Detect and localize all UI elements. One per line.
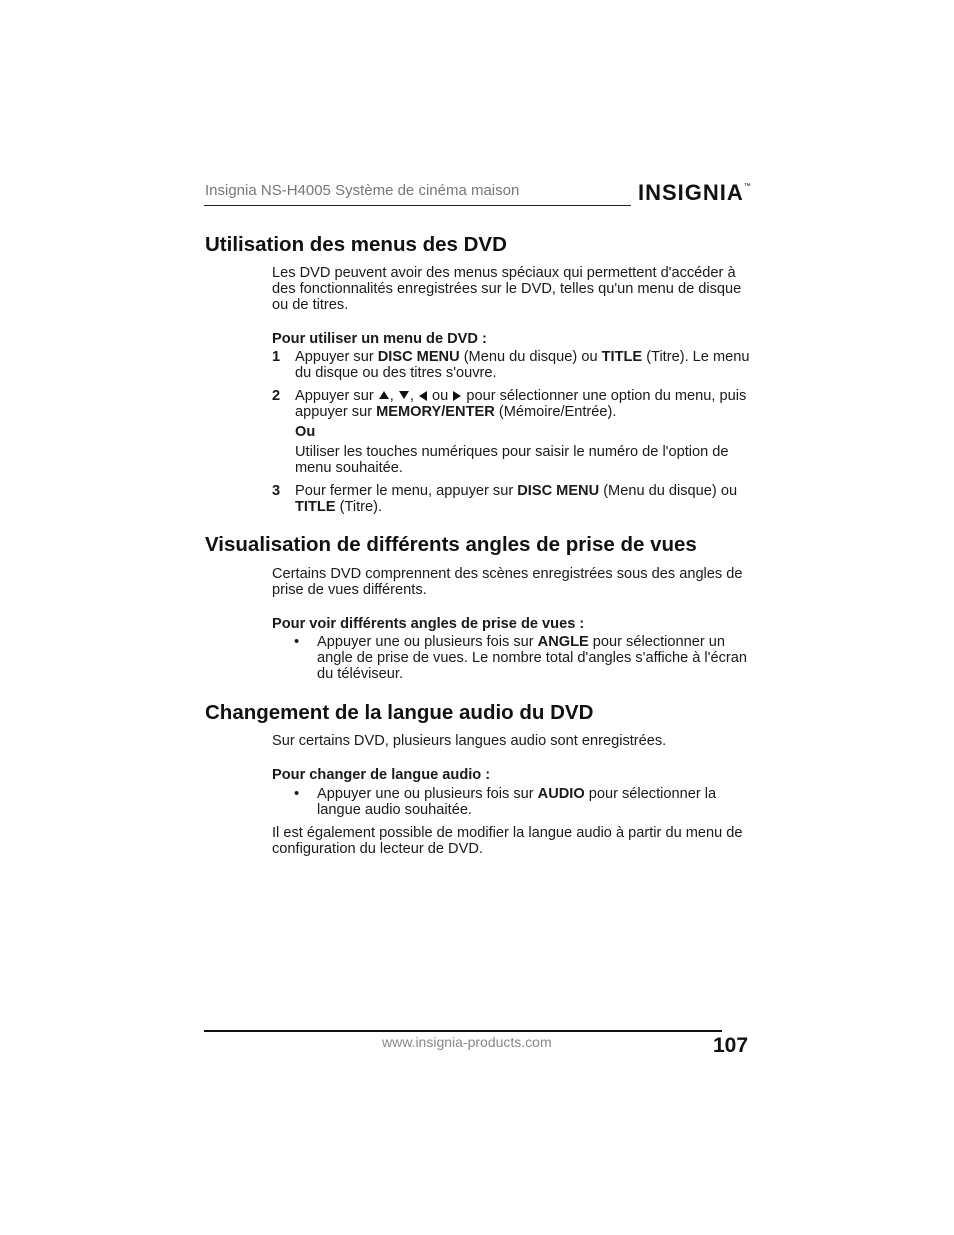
step-2-or-label: Ou bbox=[295, 424, 316, 440]
step-2-separator: , bbox=[409, 388, 418, 404]
key-audio: AUDIO bbox=[537, 786, 585, 802]
step-3-text bbox=[295, 483, 750, 515]
down-arrow-icon bbox=[399, 391, 409, 399]
step-number-1: 1 bbox=[272, 349, 281, 365]
key-angle: ANGLE bbox=[537, 634, 589, 650]
bullet-audio-part: Appuyer une ou plusieurs fois sur bbox=[317, 786, 538, 802]
step-2-alternative: Utiliser les touches numériques pour saisir le numéro de l'option de menu souhaitée. bbox=[295, 444, 729, 476]
step-number-3: 3 bbox=[272, 483, 281, 499]
step-1-key-title: TITLE bbox=[601, 349, 643, 365]
procedure-title-dvd-menu: Pour utiliser un menu de DVD : bbox=[272, 331, 487, 347]
bullet-marker: • bbox=[294, 634, 300, 650]
bullet-angle-part: Appuyer une ou plusieurs fois sur bbox=[317, 634, 538, 650]
step-2-part: pour sélectionner une option du menu, puis appuyer sur bbox=[295, 388, 747, 420]
bullet-audio-part: pour sélectionner la langue audio souhaitée. bbox=[317, 786, 717, 818]
section-intro-camera-angles: Certains DVD comprennent des scènes enregistrées sous des angles de prise de vues différents. bbox=[272, 566, 743, 598]
section-intro-audio-language: Sur certains DVD, plusieurs langues audio sont enregistrées. bbox=[272, 733, 667, 749]
section-heading-dvd-menus: Utilisation des menus des DVD bbox=[205, 233, 507, 256]
step-3-key-title: TITLE bbox=[295, 499, 336, 515]
step-1-part: (Menu du disque) ou bbox=[459, 349, 602, 365]
bullet-audio-text bbox=[317, 786, 749, 818]
step-2-part: Appuyer sur bbox=[295, 388, 378, 404]
footer-rule bbox=[204, 1030, 722, 1032]
section-closing-audio-language: Il est également possible de modifier la langue audio à partir du menu de configuration du lecteur de DVD. bbox=[272, 825, 743, 857]
step-1-text bbox=[295, 349, 750, 381]
bullet-marker: • bbox=[294, 786, 300, 802]
step-2-text bbox=[295, 388, 750, 420]
header-rule bbox=[204, 205, 631, 206]
step-3-part: (Menu du disque) ou bbox=[599, 483, 738, 499]
step-2-separator: , bbox=[389, 388, 398, 404]
logo-text: INSIGNIA bbox=[638, 180, 744, 205]
step-2-separator: ou bbox=[427, 388, 453, 404]
left-arrow-icon bbox=[419, 391, 427, 401]
running-header-title: Insignia NS-H4005 Système de cinéma maison bbox=[205, 182, 520, 199]
step-2-key-memory-enter: MEMORY/ENTER bbox=[376, 404, 495, 420]
step-number-2: 2 bbox=[272, 388, 281, 404]
right-arrow-icon bbox=[453, 391, 461, 401]
step-2-part: (Mémoire/Entrée). bbox=[494, 404, 617, 420]
step-1-part: (Titre). Le menu du disque ou des titres s'ouvre. bbox=[295, 349, 750, 381]
section-heading-camera-angles: Visualisation de différents angles de prise de vues bbox=[205, 533, 697, 556]
page-number: 107 bbox=[713, 1034, 749, 1057]
step-3-key-disc-menu: DISC MENU bbox=[517, 483, 600, 499]
section-heading-audio-language: Changement de la langue audio du DVD bbox=[205, 701, 594, 724]
logo-trademark: ™ bbox=[743, 183, 752, 190]
step-3-part: Pour fermer le menu, appuyer sur bbox=[295, 483, 518, 499]
bullet-angle-text bbox=[317, 634, 749, 682]
procedure-title-camera-angles: Pour voir différents angles de prise de vues : bbox=[272, 616, 585, 632]
bullet-angle-part: pour sélectionner un angle de prise de vues. Le nombre total d'angles s'affiche à l'écran du téléviseur. bbox=[317, 634, 747, 682]
up-arrow-icon bbox=[379, 391, 389, 399]
insignia-logo bbox=[638, 180, 752, 206]
step-1-key-disc-menu: DISC MENU bbox=[377, 349, 460, 365]
procedure-title-audio-language: Pour changer de langue audio : bbox=[272, 767, 491, 783]
step-3-part: (Titre). bbox=[335, 499, 383, 515]
step-1-part: Appuyer sur bbox=[295, 349, 378, 365]
section-intro-dvd-menus: Les DVD peuvent avoir des menus spéciaux qui permettent d'accéder à des fonctionnalités enregistrées sur le DVD, telles qu'un menu de disque ou de titres. bbox=[272, 265, 742, 313]
footer-url: www.insignia-products.com bbox=[382, 1034, 552, 1050]
